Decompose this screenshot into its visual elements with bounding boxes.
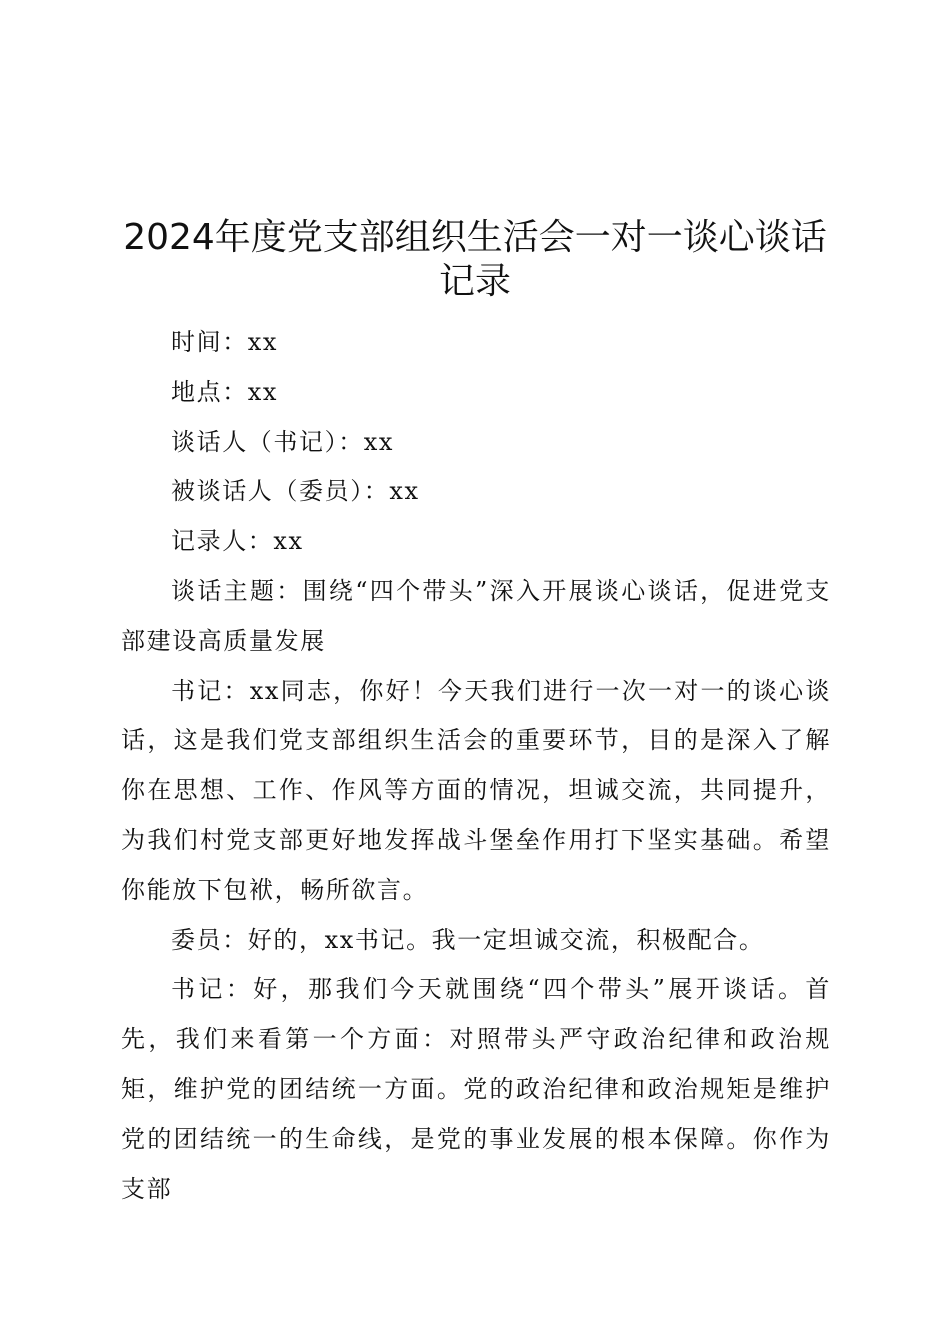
document-title-line-2: 记录	[438, 261, 511, 302]
paragraph-secretary-four-leads: 书记：好，那我们今天就围绕“四个带头”展开谈话。首先，我们来看第一个方面：对照带头严守政治纪律和政治规矩，维护党的团结统一方面。党的政治纪律和政治规矩是维护党的团结统一的生命线，是党的事业发展的根本保障。你作为支部	[121, 975, 831, 1203]
field-location: 地点：xx	[171, 377, 279, 406]
field-theme: 谈话主题：围绕“四个带头”深入开展谈心谈话，促进党支部建设高质量发展	[121, 576, 831, 655]
field-interviewer: 谈话人（书记）：xx	[171, 427, 395, 456]
field-recorder: 记录人：xx	[171, 527, 304, 556]
field-time: 时间：xx	[171, 328, 279, 356]
document-body	[121, 318, 831, 1214]
paragraph-member-reply: 委员：好的，xx书记。我一定坦诚交流，积极配合。	[171, 925, 765, 954]
field-interviewee: 被谈话人（委员）：xx	[171, 477, 420, 506]
paragraph-secretary-opening: 书记：xx同志，你好！今天我们进行一次一对一的谈心谈话，这是我们党支部组织生活会的重要环节，目的是深入了解你在思想、工作、作风等方面的情况，坦诚交流，共同提升，为我们村党支部更好地发挥战斗堡垒作用打下坚实基础。希望你能放下包袱，畅所欲言。	[121, 676, 831, 904]
document-title-line-1: 2024年度党支部组织生活会一对一谈心谈话	[123, 217, 827, 258]
